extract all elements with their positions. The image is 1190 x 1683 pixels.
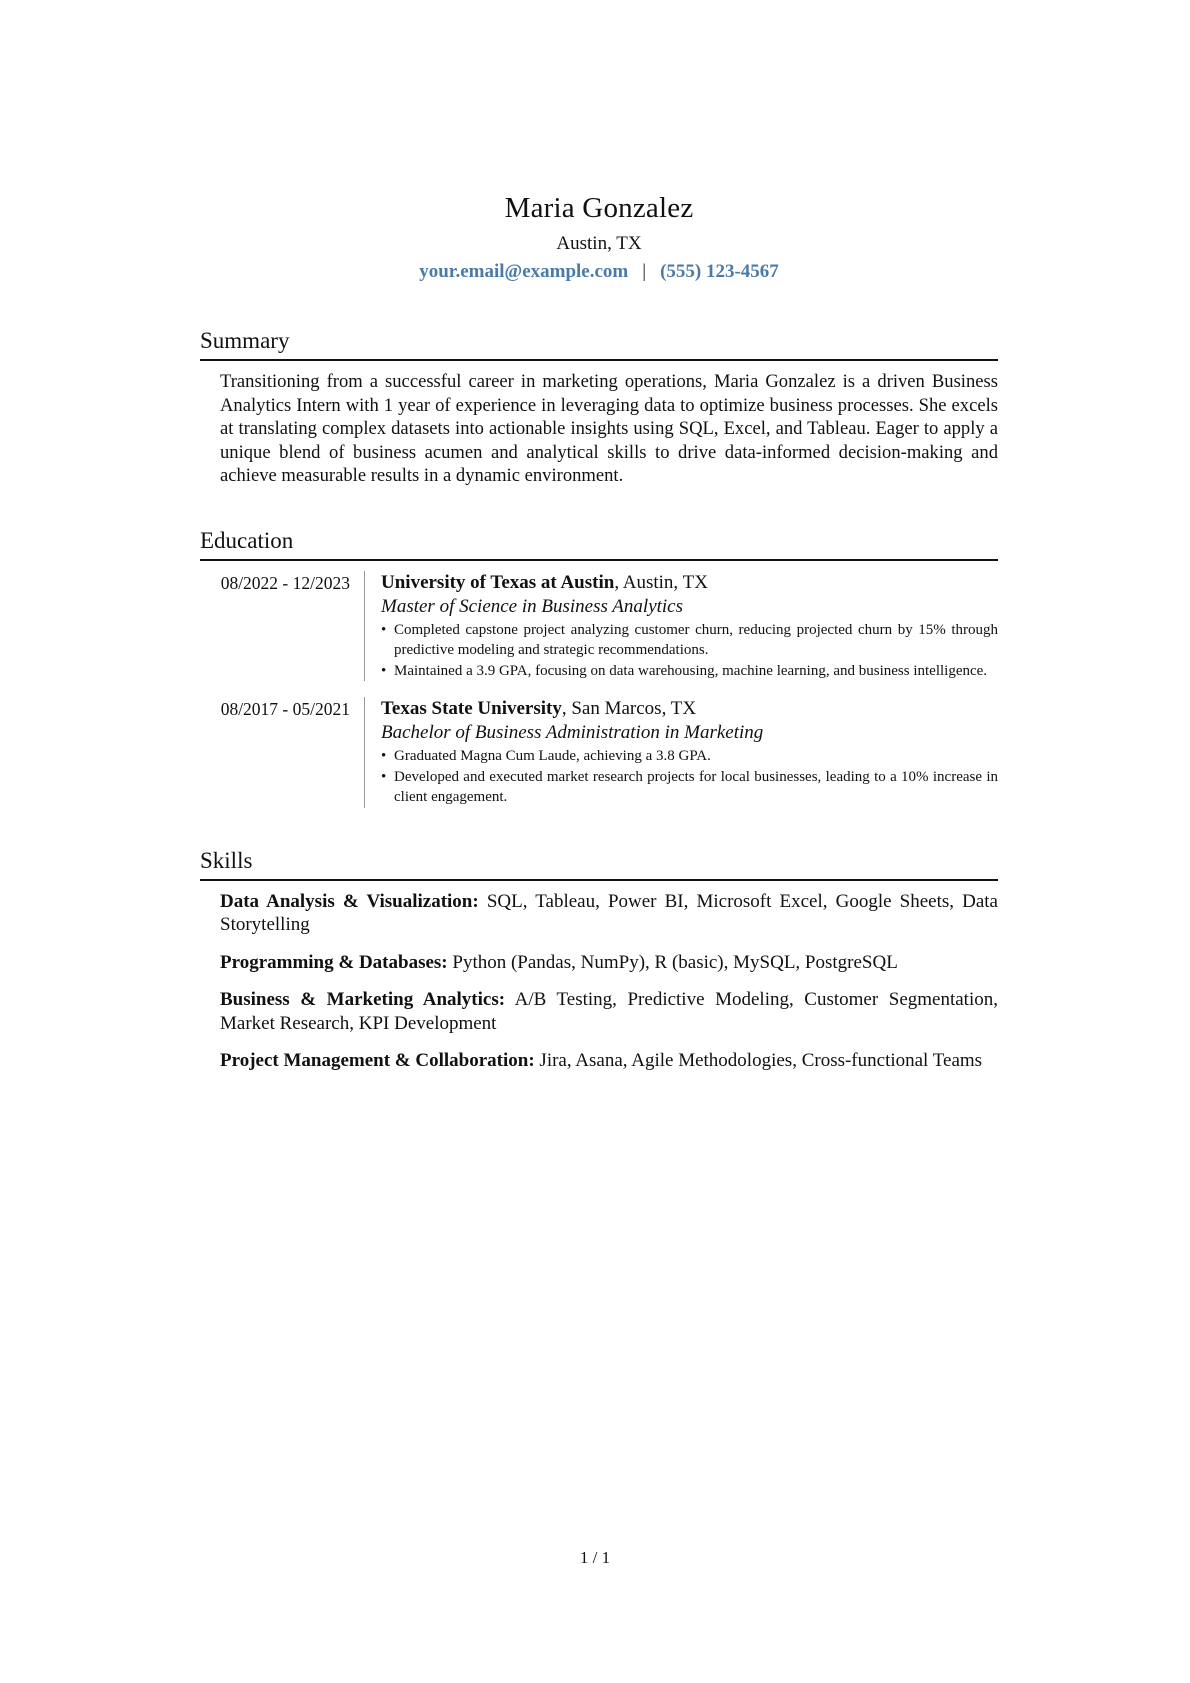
education-school-line bbox=[381, 697, 998, 721]
resume-header bbox=[200, 190, 998, 286]
contact-separator: | bbox=[642, 261, 647, 282]
education-section bbox=[200, 526, 998, 808]
skill-values: Jira, Asana, Agile Methodologies, Cross-functional Teams bbox=[534, 1050, 983, 1071]
email-link[interactable]: your.email@example.com bbox=[419, 261, 629, 282]
education-location: , Austin, TX bbox=[614, 571, 708, 593]
bullet-icon: • bbox=[381, 662, 387, 679]
contact-line bbox=[200, 258, 998, 286]
bullet-icon: • bbox=[381, 768, 387, 785]
summary-text: Transitioning from a successful career in marketing operations, Maria Gonzalez is a driven Business Analytics Intern with 1 year of experience in leveraging data to optimize business processes. She excels at translating complex datasets into actionable insights using SQL, Excel, and Tableau. Eager to apply a unique blend of business acumen and analytical skills to drive data-informed decision-making and achieve measurable results in a dynamic environment. bbox=[220, 371, 998, 486]
skill-values: Python (Pandas, NumPy), R (basic), MySQL, PostgreSQL bbox=[447, 951, 898, 973]
education-degree: Master of Science in Business Analytics bbox=[381, 595, 684, 617]
skill-category: Business & Marketing Analytics: bbox=[220, 989, 506, 1010]
phone-link[interactable]: (555) 123-4567 bbox=[660, 261, 779, 282]
education-school: University of Texas at Austin bbox=[381, 571, 615, 593]
summary-body bbox=[200, 370, 998, 488]
skill-item bbox=[220, 1049, 998, 1073]
education-dates: 08/2017 - 05/2021 bbox=[200, 697, 365, 808]
bullet-text: Developed and executed market research projects for local businesses, leading to a 10% increase in client engagement. bbox=[394, 768, 998, 805]
education-entry bbox=[200, 571, 998, 682]
education-heading: Education bbox=[200, 526, 998, 561]
education-bullet bbox=[381, 620, 998, 661]
skill-category: Programming & Databases: bbox=[220, 951, 448, 973]
education-dates: 08/2022 - 12/2023 bbox=[200, 571, 365, 682]
education-bullets bbox=[381, 620, 998, 682]
education-school-line bbox=[381, 571, 998, 595]
education-bullet bbox=[381, 767, 998, 808]
bullet-icon: • bbox=[381, 621, 387, 638]
candidate-location: Austin, TX bbox=[556, 233, 642, 254]
education-school: Texas State University bbox=[381, 698, 562, 719]
summary-heading: Summary bbox=[200, 326, 998, 361]
candidate-name: Maria Gonzalez bbox=[504, 192, 694, 224]
page-number: 1 / 1 bbox=[579, 1548, 611, 1567]
skill-item bbox=[220, 890, 998, 937]
education-bullet bbox=[381, 661, 998, 682]
resume-page bbox=[200, 190, 998, 1087]
skill-category: Data Analysis & Visualization: bbox=[220, 890, 479, 912]
education-bullet bbox=[381, 746, 998, 767]
education-details bbox=[365, 571, 998, 682]
education-bullets bbox=[381, 746, 998, 808]
skills-heading: Skills bbox=[200, 846, 998, 881]
education-details bbox=[365, 697, 998, 808]
education-degree: Bachelor of Business Administration in Marketing bbox=[381, 722, 764, 743]
bullet-icon: • bbox=[381, 748, 387, 764]
skill-category: Project Management & Collaboration: bbox=[220, 1050, 535, 1071]
bullet-text: Maintained a 3.9 GPA, focusing on data warehousing, machine learning, and business intelligence. bbox=[394, 662, 988, 679]
bullet-text: Completed capstone project analyzing customer churn, reducing projected churn by 15% through predictive modeling and strategic recommendations. bbox=[394, 621, 998, 658]
education-location: , San Marcos, TX bbox=[561, 698, 697, 719]
summary-section bbox=[200, 326, 998, 488]
skill-values: SQL, Tableau, Power BI, Microsoft Excel, Google Sheets, Data Storytelling bbox=[220, 890, 998, 935]
skill-item bbox=[220, 951, 998, 975]
skills-section bbox=[200, 846, 998, 1073]
education-entry bbox=[200, 697, 998, 808]
education-body bbox=[200, 571, 998, 808]
skills-body bbox=[200, 890, 998, 1073]
skill-item bbox=[220, 988, 998, 1035]
bullet-text: Graduated Magna Cum Laude, achieving a 3.8 GPA. bbox=[394, 748, 711, 764]
skill-values: A/B Testing, Predictive Modeling, Customer Segmentation, Market Research, KPI Development bbox=[220, 989, 998, 1034]
